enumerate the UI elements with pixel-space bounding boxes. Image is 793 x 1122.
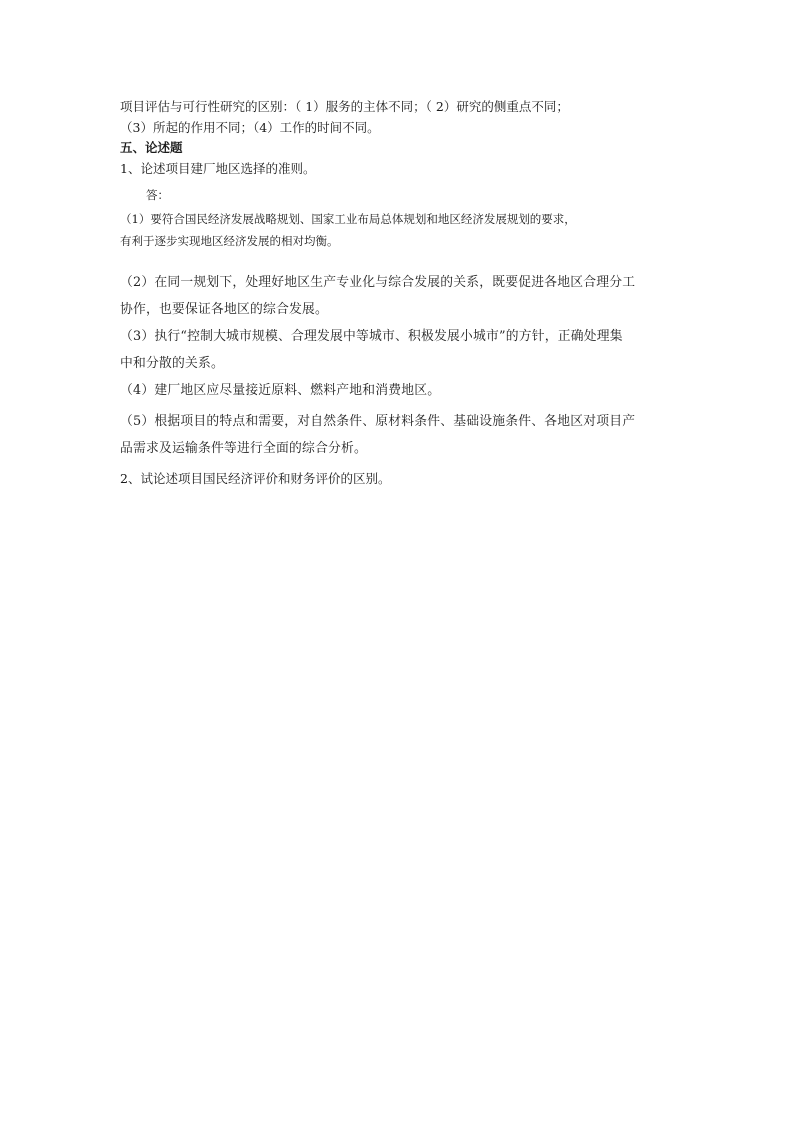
answer-p1-line-2: 有利于逐步实现地区经济发展的相对均衡。 — [120, 234, 339, 248]
answer-p1-line-1: （1）要符合国民经济发展战略规划、国家工业布局总体规划和地区经济发展规划的要求， — [120, 212, 576, 226]
answer-p3-line-1: （3）执行“控制大城市规模、合理发展中等城市、积极发展小城市”的方针，正确处理集 — [120, 329, 623, 344]
section-heading: 五、论述题 — [120, 140, 183, 155]
answer-p2-line-2: 协作，也要保证各地区的综合发展。 — [120, 302, 328, 317]
answer-p4: （4）建厂地区应尽量接近原料、燃料产地和消费地区。 — [120, 383, 441, 398]
answer-p3-line-2: 中和分散的关系。 — [120, 356, 224, 371]
intro-line-1: 项目评估与可行性研究的区别：（ 1）服务的主体不同；（ 2）研究的侧重点不同； — [120, 99, 569, 114]
answer-p5-line-2: 品需求及运输条件等进行全面的综合分析。 — [120, 441, 367, 456]
intro-line-2: （3）所起的作用不同；（4）工作的时间不同。 — [120, 120, 380, 135]
question-2: 2、试论述项目国民经济评价和财务评价的区别。 — [120, 471, 391, 486]
answer-p5-line-1: （5）根据项目的特点和需要，对自然条件、原材料条件、基础设施条件、各地区对项目产 — [120, 414, 636, 429]
answer-p2-line-1: （2）在同一规划下，处理好地区生产专业化与综合发展的关系，既要促进各地区合理分工 — [120, 275, 636, 290]
question-1: 1、论述项目建厂地区选择的准则。 — [120, 161, 316, 176]
answer-label: 答： — [146, 188, 169, 202]
